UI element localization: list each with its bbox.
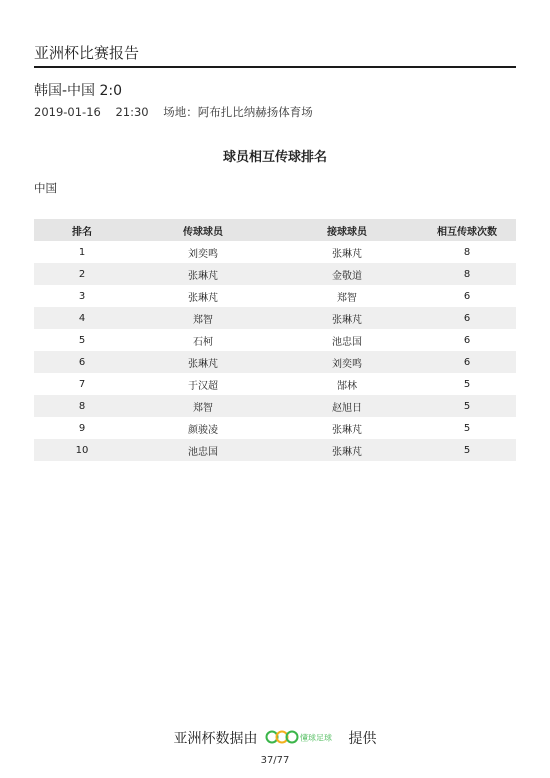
count-cell: 6 (463, 290, 471, 302)
rank-cell: 10 (34, 439, 130, 461)
table-row (34, 417, 516, 439)
table-row (34, 307, 516, 329)
header-rank: 排名 (34, 219, 130, 241)
passer-cell: 颜骏凌 (188, 424, 218, 436)
passer-cell: 池忠国 (130, 439, 276, 461)
header-passer: 传球球员 (130, 219, 276, 241)
header-divider (34, 66, 516, 68)
table-row (34, 263, 516, 285)
rank-cell: 4 (34, 307, 130, 329)
footer-suffix: 提供 (348, 731, 377, 747)
passer-cell: 张琳芃 (130, 263, 276, 285)
table-header-row (34, 219, 516, 241)
passer-cell: 张琳芃 (188, 292, 218, 304)
match-score: 韩国-中国 2:0 (34, 83, 123, 99)
receiver-cell: 郑智 (337, 292, 357, 304)
rank-cell: 9 (78, 422, 86, 434)
count-cell: 5 (418, 395, 516, 417)
passer-cell: 刘奕鸣 (188, 248, 218, 260)
pass-ranking-table (34, 219, 516, 461)
dongqiudi-logo (265, 728, 341, 750)
passer-cell: 张琳芃 (130, 351, 276, 373)
table-row (34, 395, 516, 417)
report-title: 亚洲杯比赛报告 (34, 44, 140, 62)
receiver-cell: 张琳芃 (332, 248, 362, 260)
receiver-cell: 张琳芃 (276, 307, 418, 329)
passer-cell: 郑智 (130, 395, 276, 417)
count-cell: 5 (463, 378, 471, 390)
rank-cell: 7 (78, 378, 86, 390)
rank-cell: 2 (34, 263, 130, 285)
receiver-cell: 池忠国 (332, 336, 362, 348)
match-info: 2019-01-16 21:30 场地：阿布扎比纳赫扬体育场 (34, 105, 313, 119)
receiver-cell: 张琳芃 (276, 439, 418, 461)
rank-cell: 6 (34, 351, 130, 373)
page-number: 37/77 (260, 755, 290, 766)
rank-cell: 1 (78, 246, 86, 258)
footer-credit (0, 728, 550, 750)
count-cell: 6 (418, 307, 516, 329)
receiver-cell: 张琳芃 (332, 424, 362, 436)
count-cell: 5 (418, 439, 516, 461)
receiver-cell: 赵旭日 (276, 395, 418, 417)
table-row (34, 241, 516, 263)
passer-cell: 郑智 (130, 307, 276, 329)
passer-cell: 于汉超 (188, 380, 218, 392)
count-cell: 8 (418, 263, 516, 285)
table-row (34, 373, 516, 395)
rank-cell: 8 (34, 395, 130, 417)
table-row (34, 439, 516, 461)
receiver-cell: 金敬道 (276, 263, 418, 285)
count-cell: 8 (463, 246, 471, 258)
receiver-cell: 郜林 (337, 380, 357, 392)
svg-text:懂球足球: 懂球足球 (300, 733, 332, 743)
team-name: 中国 (34, 181, 57, 195)
header-receiver: 接球球员 (276, 219, 418, 241)
table-row (34, 285, 516, 307)
count-cell: 6 (463, 334, 471, 346)
rank-cell: 5 (78, 334, 86, 346)
passer-cell: 石柯 (193, 336, 213, 348)
footer-prefix: 亚洲杯数据由 (173, 731, 258, 747)
rank-cell: 3 (78, 290, 86, 302)
count-cell: 5 (463, 422, 471, 434)
count-cell: 6 (418, 351, 516, 373)
table-row (34, 329, 516, 351)
section-title: 球员相互传球排名 (222, 150, 327, 165)
header-pass-count: 相互传球次数 (418, 219, 516, 241)
table-row (34, 351, 516, 373)
receiver-cell: 刘奕鸣 (276, 351, 418, 373)
